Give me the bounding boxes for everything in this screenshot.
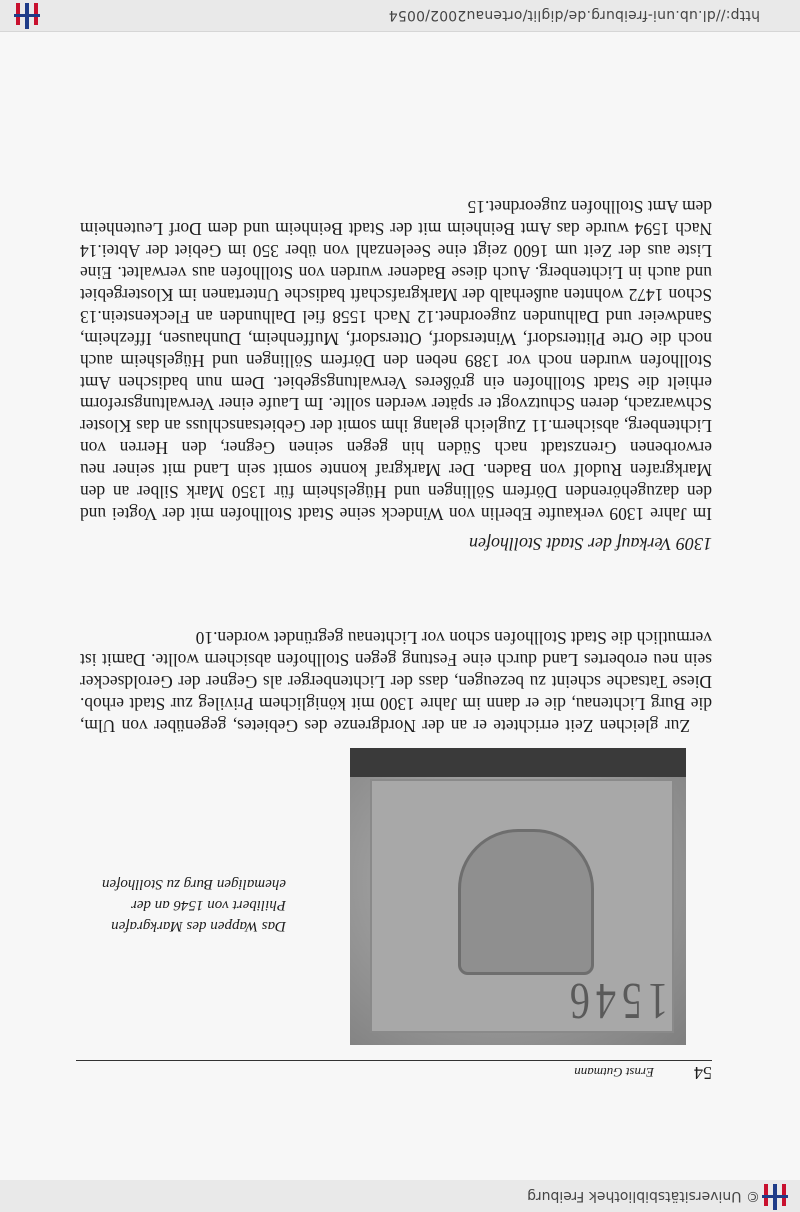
scanned-page <box>0 32 800 1180</box>
running-head <box>76 1063 712 1083</box>
top-bar <box>0 1179 800 1212</box>
library-copyright: © Universitätsbibliothek Freiburg <box>527 1188 760 1204</box>
section-heading: 1309 Verkauf der Stadt Stollhofen <box>469 534 712 554</box>
document-url[interactable]: http://dl.ub.uni-freiburg.de/diglit/ortenau2002/0054 <box>388 7 760 23</box>
coat-of-arms-photo <box>350 748 686 1045</box>
header-rule <box>76 1060 712 1061</box>
paragraph-text: Im Jahre 1309 verkaufte Eberlin von Windeck seine Stadt Stollhofen mit der Vogtei und den dazugehörenden Dörfern Söllingen und Hügelsheim für 1350 Mark Silber an den Markgrafen Rudolf von Baden. Der Markgraf konnte somit sein Land mit seiner neu erworbenen Grenzstadt nach Süden hin gegen seinen Gegner, den Herren von Lichtenberg, absichern.11 Zugleich gelang ihm somit der Gebietsanschluss an das Kloster Schwarzach, deren Schutzvogt er später werden sollte. Im Laufe einer Verwaltungsreform erhielt die Stadt Stollhofen ein größeres Verwaltungsgebiet. Dem nun badischen Amt Stollhofen wurden noch vor 1389 neben den Dörfern Söllingen und Hügelsheim auch noch die Orte Plittersdorf, Wintersdorf, Ottersdorf, Muffenheim, Dunhausen, Iffezheim, Sandweier und Dalhunden zugeordnet.12 Nach 1558 fiel Dalhunden an Fleckenstein.13 Schon 1472 wohnten außerhalb der Markgrafschaft badische Untertanen im Klostergebiet und auch in Lichtenberg. Auch diese Badener wurden von Stollhofen aus verwaltet. Eine Liste aus der Zeit um 1600 zeigt eine Seelenzahl von über 350 im Gebiet der Abtei.14 Nach 1594 wurde das Amt Beinheim mit der Stadt Beinheim und dem Dorf Leutenheim dem Amt Stollhofen zugeordnet.15 <box>80 197 712 524</box>
stone-ledge <box>350 748 686 777</box>
caption-line: Philibert von 1546 an der <box>131 897 286 913</box>
body-paragraph <box>80 195 712 524</box>
photo-year: 1546 <box>564 972 668 1031</box>
author-name: Ernst Gutmann <box>574 1065 654 1080</box>
caption-line: ehemaligen Burg zu Stollhofen <box>102 876 286 892</box>
caption-line: Das Wappen des Markgrafen <box>111 918 286 934</box>
paragraph-text: Zur gleichen Zeit errichtete er an der Nordgrenze des Gebietes, gegenüber von Ulm, die Burg Lichtenau, die er dann im Jahre 1300 mit königlichem Privileg zur Stadt erhob. Diese Tatsache scheint zu bezeugen, dass der Lichtenberger als Gegner der Geroldsecker sein neu erobertes Land durch eine Festung gegen Stollhofen absichern wollte. Damit ist vermutlich die Stadt Stollhofen schon vor Lichtenau gegründet worden.10 <box>80 628 712 736</box>
ub-freiburg-logo-icon <box>758 1180 792 1212</box>
shield-icon <box>458 829 594 975</box>
bottom-bar <box>0 0 800 32</box>
ub-freiburg-logo-icon <box>10 0 44 31</box>
photo-caption <box>102 873 286 936</box>
page-number: 54 <box>694 1063 712 1083</box>
body-paragraph <box>80 626 712 736</box>
